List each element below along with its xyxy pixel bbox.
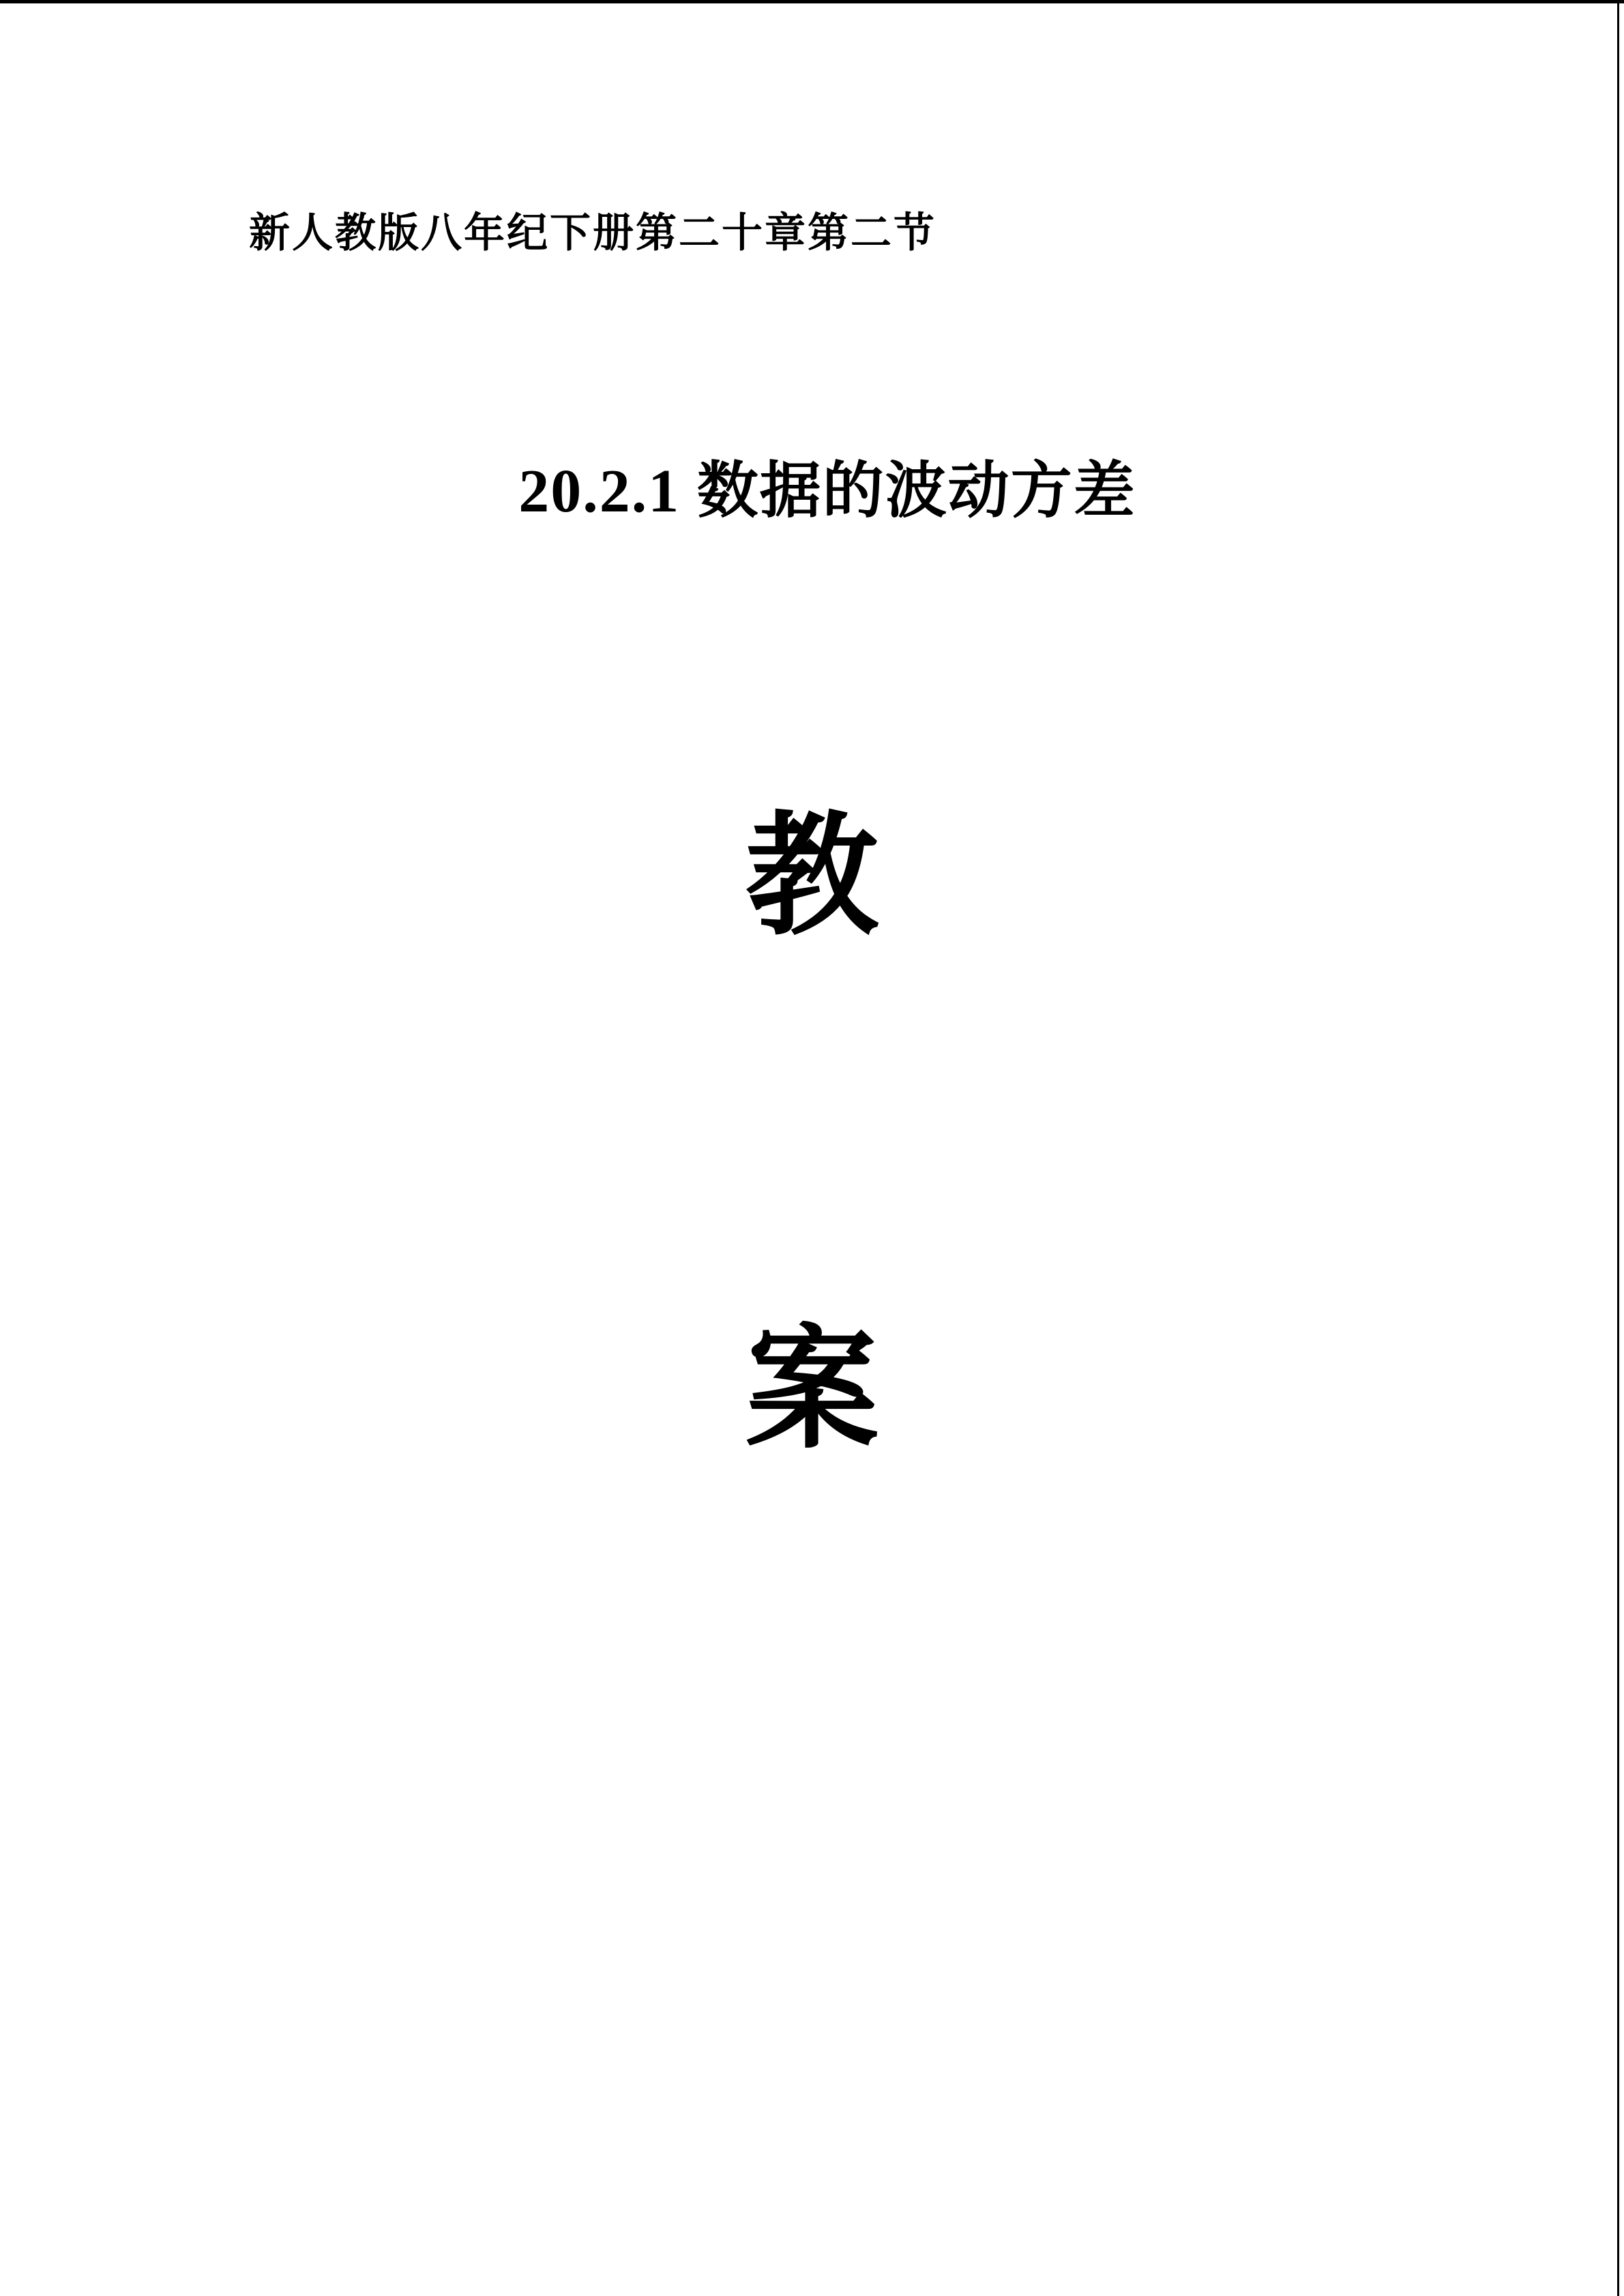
chapter-header-text: 新人教版八年纪下册第二十章第二节 bbox=[249, 211, 936, 256]
cover-char-an: 案 bbox=[745, 1317, 879, 1465]
cover-char-jiao: 教 bbox=[745, 804, 879, 951]
scan-edge-top bbox=[0, 0, 1624, 3]
section-title: 20.2.1 数据的波动方差 bbox=[518, 458, 1136, 525]
scan-edge-right bbox=[1617, 0, 1619, 2296]
